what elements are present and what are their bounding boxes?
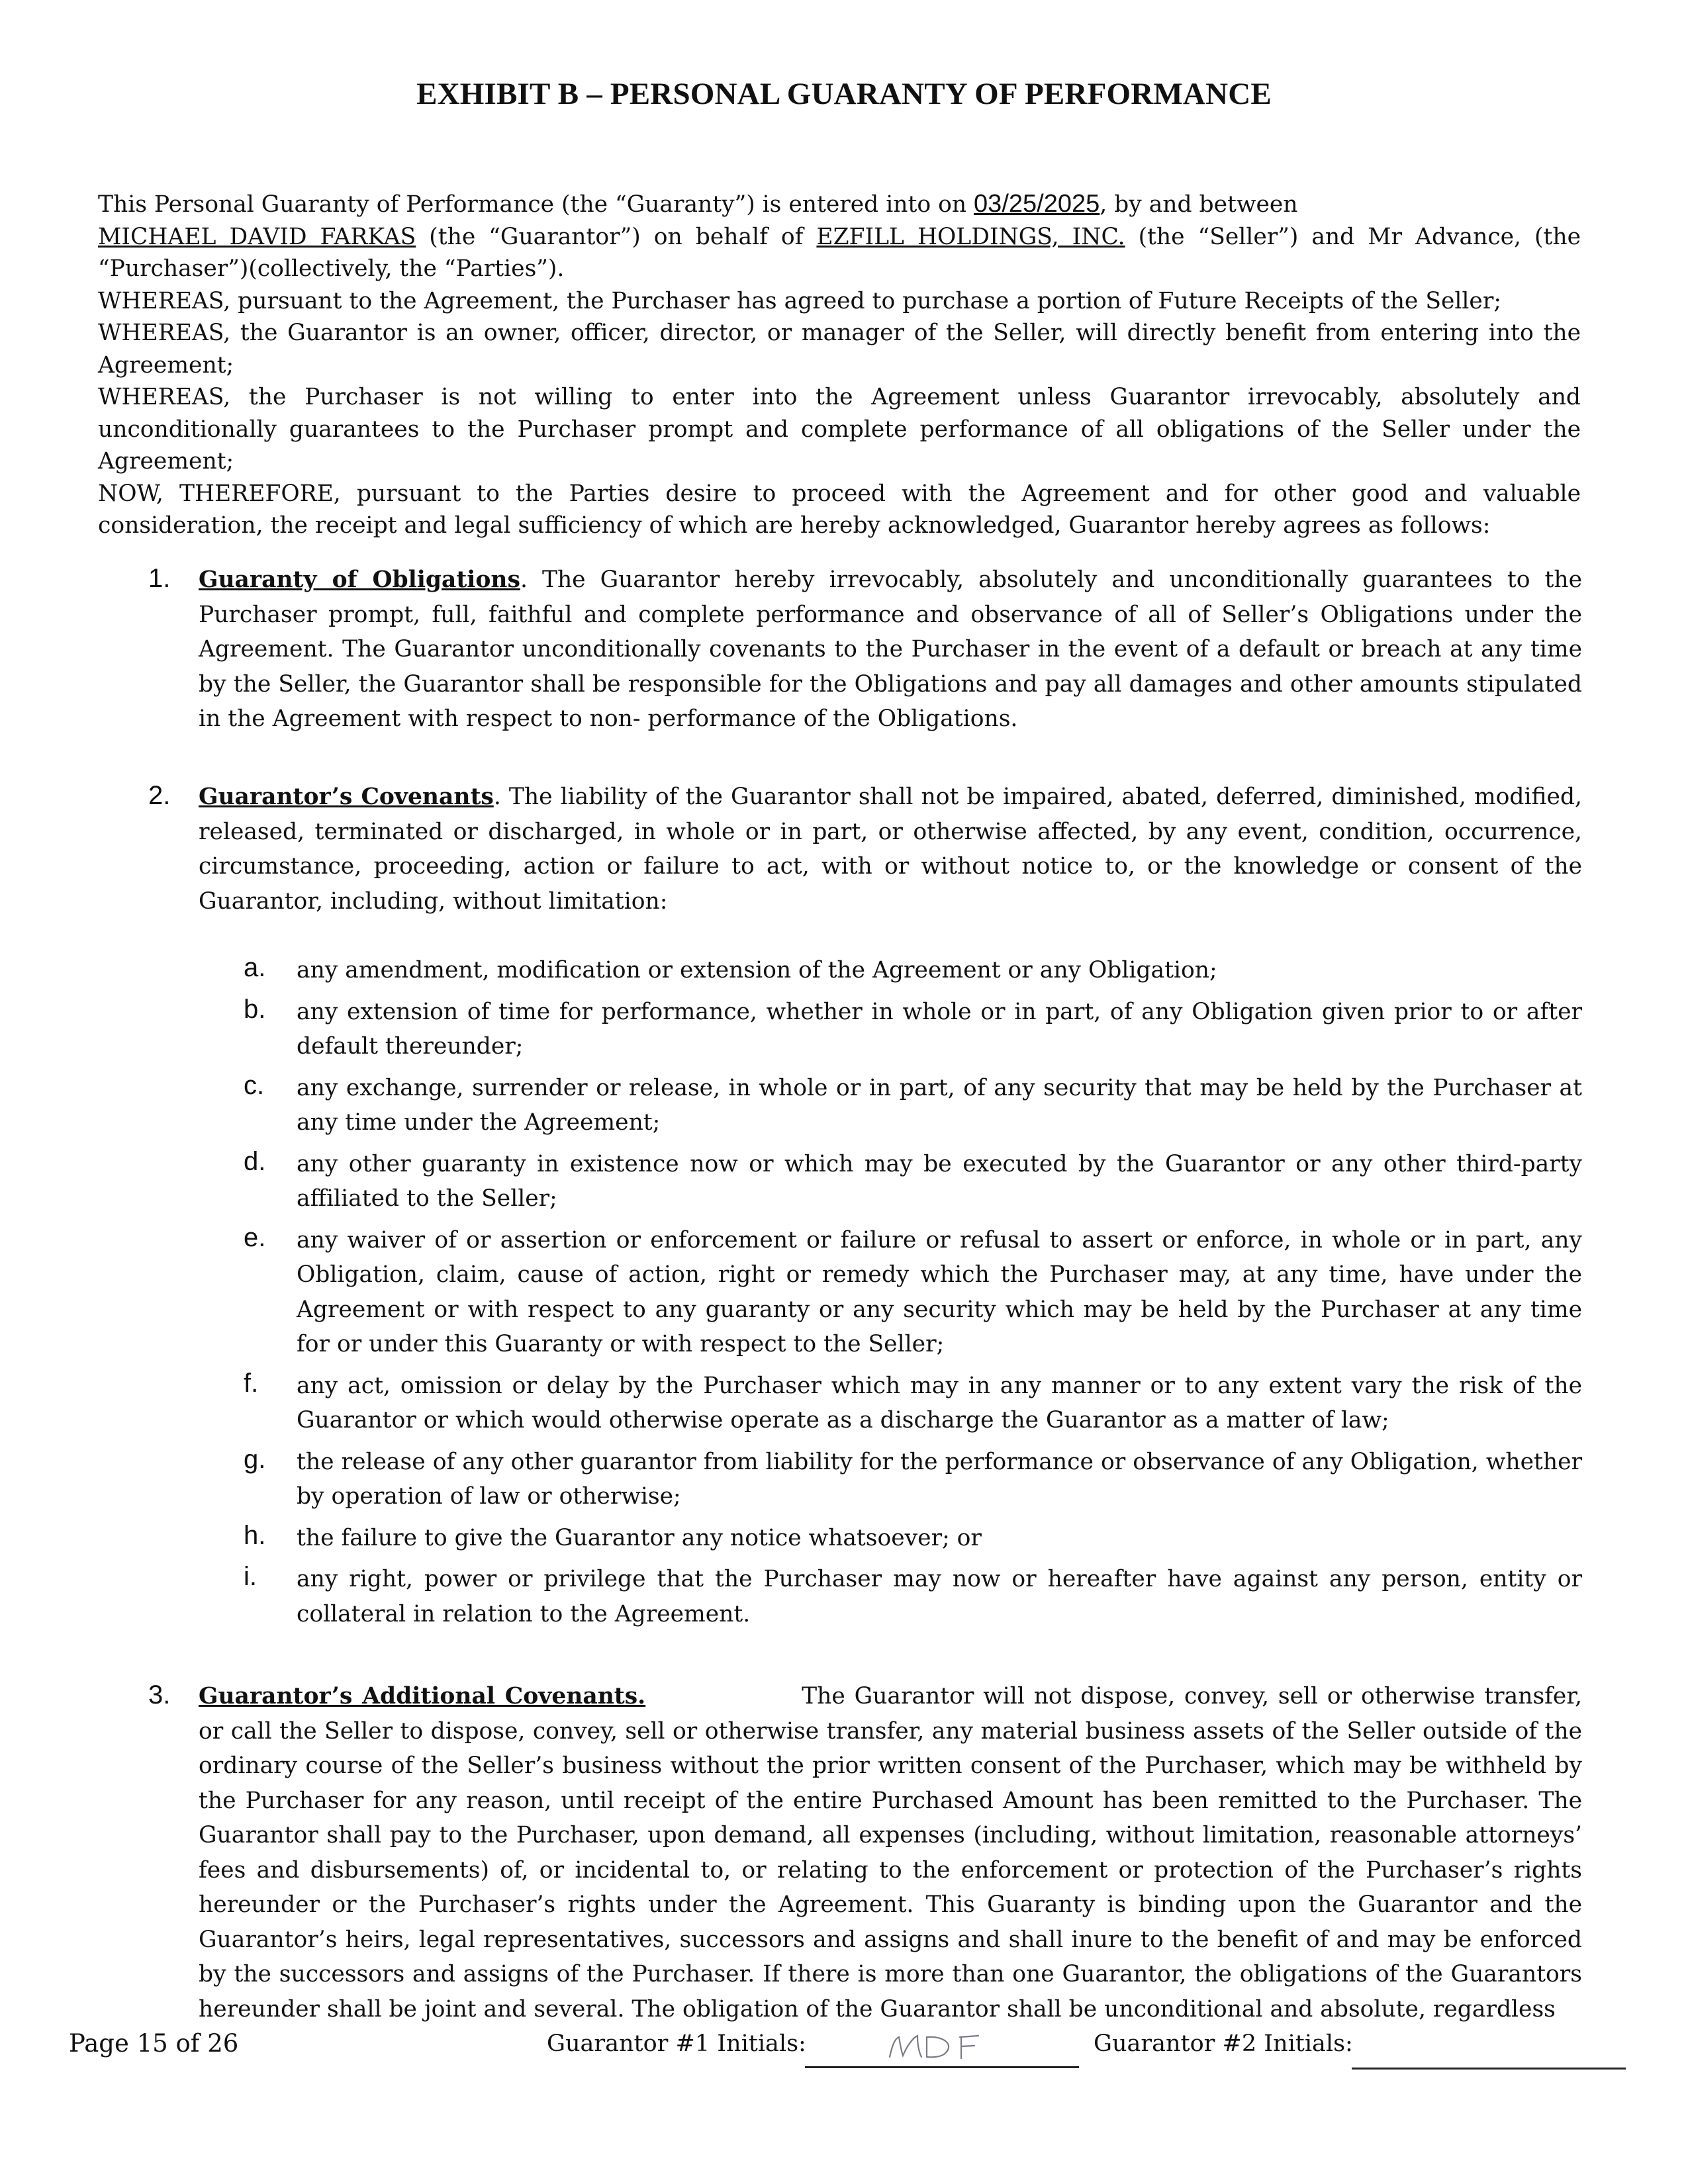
section-text: The Guarantor will not dispose, convey, sell or otherwise transfer, or call the Seller to dispose, convey, sell or otherwise transfer, any material business assets of the Seller outside of the ordinary course of the Seller’s business without the prior written consent of the Purchaser, which may be withheld by the Purchaser for any reason, until receipt of the entire Purchased Amount has been remitted to the Purchaser. The Guarantor shall pay to the Purchaser, upon demand, all expenses (including, without limitation, reasonable attorneys’ fees and disbursements) of, or incidental to, or relating to the enforcement or protection of the Purchaser’s rights hereunder or the Purchaser’s rights under the Agreement. This Guaranty is binding upon the Guarantor and the Guarantor’s heirs, legal representatives, successors and assigns and shall inure to the benefit of and may be enforced by the successors and assigns of the Purchaser. If there is more than one Guarantor, the obligations of the Guarantors hereunder shall be joint and several. The obligation of the Guarantor shall be unconditional and absolute, regardless — [199, 1683, 1582, 2023]
now-therefore-clause: NOW, THEREFORE, pursuant to the Parties desire to proceed with the Agreement and for other good and valuable consideration, the receipt and legal sufficiency of which are hereby acknowledged, Guarantor hereby agrees as follows: — [98, 480, 1581, 539]
list-item — [98, 1445, 1582, 1514]
guarantor2-initials-label: Guarantor #2 Initials: — [1094, 2030, 1353, 2057]
whereas-clause: WHEREAS, the Guarantor is an owner, officer, director, or manager of the Seller, will directly benefit from entering into the Agreement; — [98, 320, 1581, 379]
section-number: 2. — [148, 781, 171, 810]
section-number: 1. — [148, 564, 171, 593]
section-body — [199, 1679, 1582, 2026]
intro-block — [98, 188, 1581, 542]
section-heading: Guaranty of Obligations — [199, 567, 520, 593]
list-item — [98, 953, 1582, 988]
page-number: Page 15 of 26 — [69, 2029, 239, 2058]
section-guarantors-covenants — [98, 780, 1582, 919]
guarantor-name: MICHAEL DAVID FARKAS — [98, 223, 416, 250]
agreement-date: 03/25/2025 — [974, 190, 1100, 218]
list-item-text: the failure to give the Guarantor any notice whatsoever; or — [297, 1524, 982, 1551]
list-item-text: any extension of time for performance, whether in whole or in part, of any Obligation given prior to or after default thereunder; — [297, 998, 1582, 1060]
intro-text: (the “Guarantor”) on behalf of — [416, 223, 817, 250]
section-guaranty-of-obligations — [98, 563, 1582, 737]
list-item-letter: a. — [244, 953, 266, 982]
intro-text: , by and between — [1100, 191, 1298, 218]
list-item-text: any right, power or privilege that the Purchaser may now or hereafter have against any person, entity or collateral in relation to the Agreement. — [297, 1566, 1582, 1627]
covenant-sublist — [98, 953, 1582, 1638]
section-heading: Guarantor’s Additional Covenants. — [199, 1683, 646, 1709]
list-item-text: any amendment, modification or extension of the Agreement or any Obligation; — [297, 957, 1217, 983]
intro-text: This Personal Guaranty of Performance (the “Guaranty”) is entered into on — [98, 191, 974, 218]
list-item-text: the release of any other guarantor from liability for the performance or observance of any Obligation, whether by operation of law or otherwise; — [297, 1448, 1582, 1510]
list-item — [98, 1369, 1582, 1438]
section-number: 3. — [148, 1680, 171, 1709]
whereas-clause: WHEREAS, the Purchaser is not willing to enter into the Agreement unless Guarantor irrevocably, absolutely and unconditionally guarantees to the Purchaser prompt and complete performance of all obligations of the Seller under the Agreement; — [98, 384, 1581, 475]
list-item-letter: b. — [244, 994, 266, 1024]
list-item-letter: d. — [244, 1146, 266, 1176]
list-item-text: any other guaranty in existence now or which may be executed by the Guarantor or any other third-party affiliated to the Seller; — [297, 1150, 1582, 1212]
list-item-text: any exchange, surrender or release, in whole or in part, of any security that may be held by the Purchaser at any time under the Agreement; — [297, 1074, 1582, 1136]
list-item-letter: h. — [244, 1520, 266, 1550]
section-text: . The Guarantor hereby irrevocably, absolutely and unconditionally guarantees to the Purchaser prompt, full, faithful and complete performance and observance of all of Seller’s Obligations under the Agreement. The Guarantor unconditionally covenants to the Purchaser in the event of a default or breach at any time by the Seller, the Guarantor shall be responsible for the Obligations and pay all damages and other amounts stipulated in the Agreement with respect to non- performance of the Obligations. — [199, 567, 1582, 732]
list-item-letter: f. — [244, 1368, 259, 1398]
section-body — [199, 780, 1582, 919]
section-text: . The liability of the Guarantor shall not be impaired, abated, deferred, diminished, modified, released, terminated or discharged, in whole or in part, or otherwise affected, by any event, condition, occurrence, circumstance, proceeding, action or failure to act, with or without notice to, or the knowledge or consent of the Guarantor, including, without limitation: — [199, 784, 1582, 915]
list-item — [98, 1562, 1582, 1631]
list-item — [98, 1521, 1582, 1556]
list-item-letter: g. — [244, 1444, 266, 1474]
list-item — [98, 1223, 1582, 1362]
list-item-letter: i. — [244, 1562, 257, 1591]
intro-text: (the “Seller”) and Mr Advance, (the “Purchaser”)(collectively, the “Parties”). — [98, 223, 1581, 282]
list-item — [98, 1147, 1582, 1216]
guarantor1-initials-label: Guarantor #1 Initials: — [547, 2030, 806, 2057]
section-body — [199, 563, 1582, 737]
page-footer — [0, 2029, 1688, 2095]
list-item — [98, 995, 1582, 1064]
document-title: EXHIBIT B – PERSONAL GUARANTY OF PERFORMANCE — [416, 77, 1272, 111]
section-heading: Guarantor’s Covenants — [199, 784, 494, 810]
guarantor2-signature-line — [1352, 2068, 1626, 2070]
list-item-text: any waiver of or assertion or enforcement or failure or refusal to assert or enforce, in whole or in part, any Obligation, claim, cause of action, right or remedy which the Purchaser may, at any time, have under the Agreement or with respect to any guaranty or any security which may be held by the Purchaser at any time for or under this Guaranty or with respect to the Seller; — [297, 1226, 1582, 1357]
guarantor1-signature-line — [805, 2066, 1079, 2068]
whereas-clause: WHEREAS, pursuant to the Agreement, the Purchaser has agreed to purchase a portion of Future Receipts of the Seller; — [98, 287, 1501, 314]
guarantor1-initials-signature — [883, 2030, 1009, 2064]
list-item — [98, 1071, 1582, 1140]
list-item-letter: e. — [244, 1222, 266, 1252]
list-item-letter: c. — [244, 1070, 265, 1100]
list-item-text: any act, omission or delay by the Purchaser which may in any manner or to any extent vary the risk of the Guarantor or which would otherwise operate as a discharge the Guarantor as a matter of law; — [297, 1372, 1582, 1433]
section-additional-covenants — [98, 1679, 1582, 2026]
intro-paragraph — [98, 188, 1581, 285]
seller-name: EZFILL HOLDINGS, INC. — [816, 223, 1125, 250]
